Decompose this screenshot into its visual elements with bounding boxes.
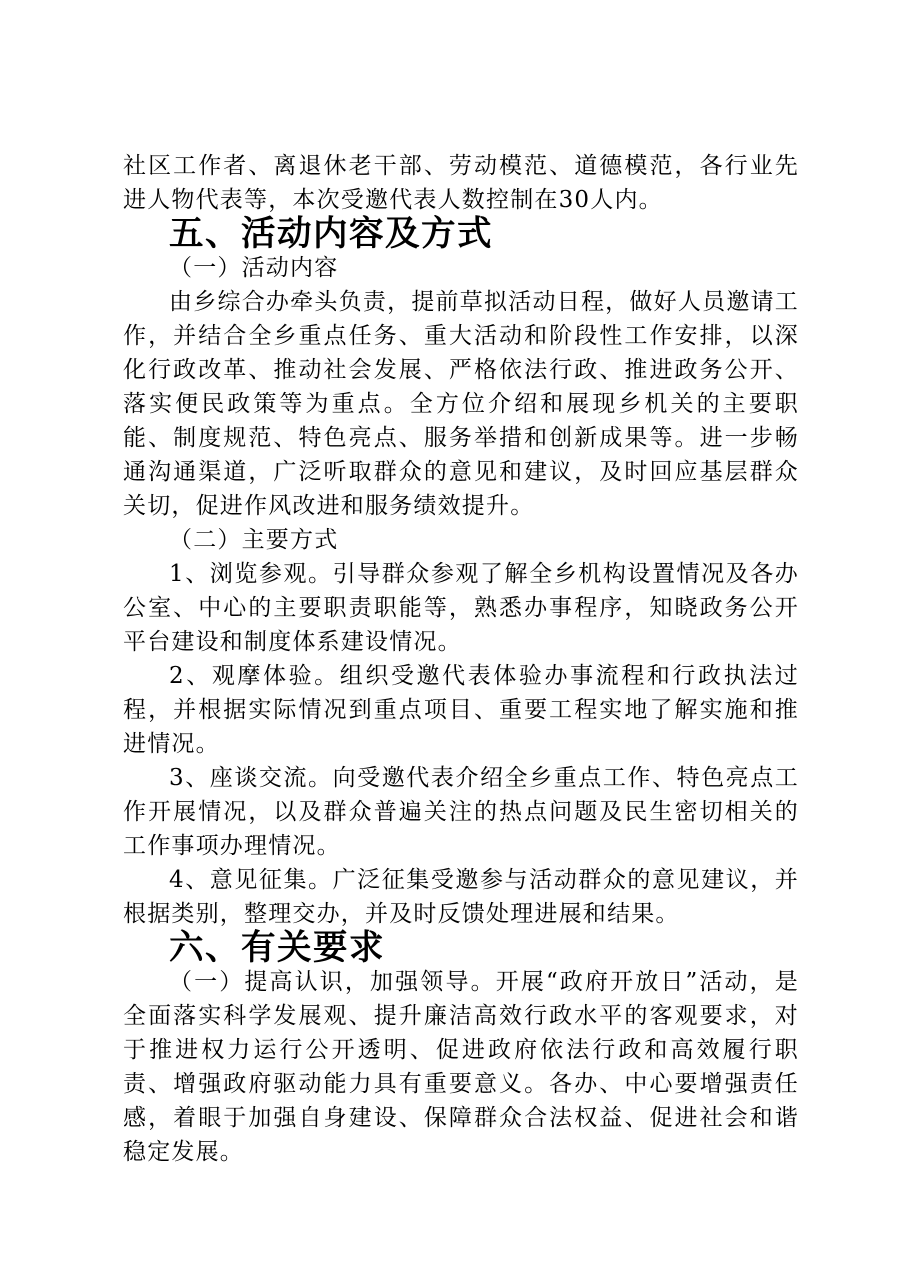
list-item-forum-exchange: 3、座谈交流。向受邀代表介绍全乡重点工作、特色亮点工作开展情况，以及群众普遍关注的热点问题及民生密切相关的工作事项办理情况。: [123, 765, 799, 859]
subsection-title-activity-content: （一）活动内容: [169, 255, 339, 281]
list-item-opinion-collection: 4、意见征集。广泛征集受邀参与活动群众的意见建议，并根据类别，整理交办，并及时反馈处理进展和结果。: [123, 867, 799, 927]
paragraph-participants-continued: 社区工作者、离退休老干部、劳动模范、道德模范，各行业先进人物代表等，本次受邀代表人数控制在30人内。: [123, 153, 799, 213]
section-heading-requirements: 六、有关要求: [169, 928, 385, 968]
section-heading-activity-content: 五、活动内容及方式: [169, 214, 493, 254]
subsection-title-main-methods: （二）主要方式: [169, 527, 339, 553]
list-item-observe-experience: 2、观摩体验。组织受邀代表体验办事流程和行政执法过程，并根据实际情况到重点项目、重要工程实地了解实施和推进情况。: [123, 663, 799, 757]
list-item-browse-visit: 1、浏览参观。引导群众参观了解全乡机构设置情况及各办公室、中心的主要职责职能等，熟悉办事程序，知晓政务公开平台建设和制度体系建设情况。: [123, 561, 799, 655]
paragraph-raise-awareness: （一）提高认识，加强领导。开展“政府开放日”活动，是全面落实科学发展观、提升廉洁高效行政水平的客观要求，对于推进权力运行公开透明、促进政府依法行政和高效履行职责、增强政府驱动能力具有重要意义。各办、中心要增强责任感，着眼于加强自身建设、保障群众合法权益、促进社会和谐稳定发展。: [123, 969, 799, 1165]
document-body: [123, 149, 799, 1169]
paragraph-activity-content: 由乡综合办牵头负责，提前草拟活动日程，做好人员邀请工作，并结合全乡重点任务、重大活动和阶段性工作安排，以深化行政改革、推动社会发展、严格依法行政、推进政务公开、落实便民政策等为重点。全方位介绍和展现乡机关的主要职能、制度规范、特色亮点、服务举措和创新成果等。进一步畅通沟通渠道，广泛听取群众的意见和建议，及时回应基层群众关切，促进作风改进和服务绩效提升。: [123, 289, 799, 519]
